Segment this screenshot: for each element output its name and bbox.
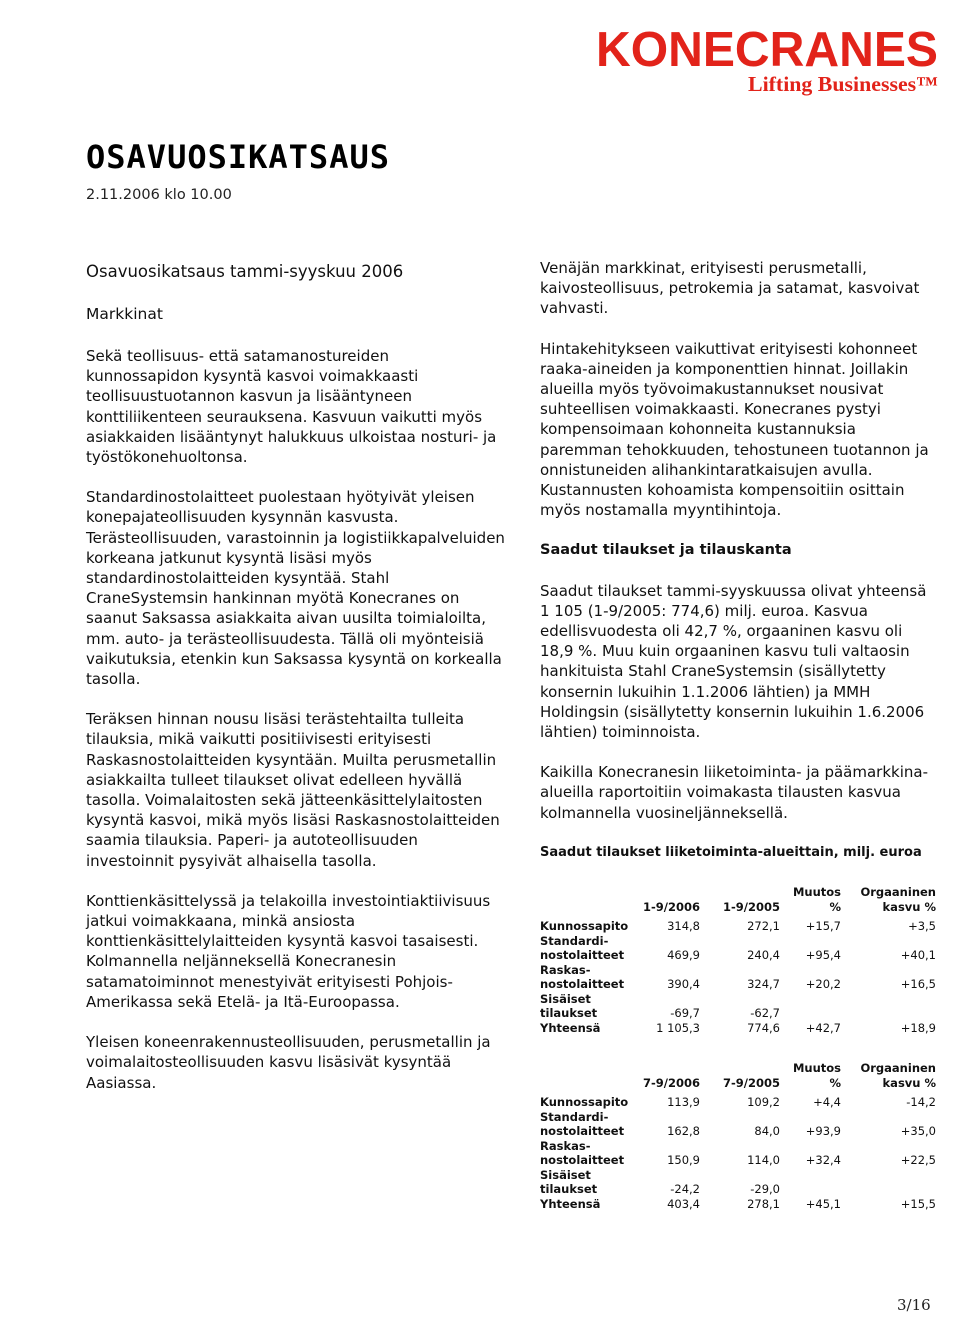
table-row <box>540 934 936 963</box>
page-number: 3/16 <box>897 1296 931 1314</box>
table-row <box>540 919 936 934</box>
table-cell: Standardi- nostolaitteet <box>540 1109 625 1139</box>
table-cell: -24,2 <box>670 1182 700 1197</box>
document-title: OSAVUOSIKATSAUS <box>86 138 390 176</box>
konecranes-logo <box>596 20 946 100</box>
table-cell: Sisäiset tilaukset <box>540 1167 598 1197</box>
table-cell: Yhteensä <box>540 1020 601 1035</box>
table-cell: 162,8 <box>667 1124 700 1139</box>
table-header: 7-9/2005 <box>723 1075 780 1090</box>
table-cell: -14,2 <box>906 1095 936 1110</box>
orders-table-1-9 <box>540 885 936 1035</box>
section-heading-markets: Markkinat <box>86 305 163 323</box>
table-cell: Kunnossapito <box>540 919 629 934</box>
table-cell: +15,7 <box>805 919 841 934</box>
table-row <box>540 963 936 992</box>
table-cell: +3,5 <box>908 919 936 934</box>
table-cell: 1 105,3 <box>656 1020 700 1035</box>
paragraph: Venäjän markkinat, erityisesti perusmetalli, kaivosteollisuus, petrokemia ja satamat, kasvoivat vahvasti. <box>540 259 920 318</box>
table-cell: 278,1 <box>747 1196 780 1211</box>
section-heading-orders: Saadut tilaukset ja tilauskanta <box>540 542 792 559</box>
table-header: Muutos % <box>792 885 841 914</box>
table-header-row <box>540 885 936 919</box>
table-header: Orgaaninen kasvu % <box>860 1061 936 1090</box>
paragraph: Sekä teollisuus- että satamanostureiden kunnossapidon kysyntä kasvoi voimakkaasti teollisuustuotannon kasvun ja lisääntyneen konttiliikenteen seurauksena. Kasvuun vaikutti myös asiakkaiden lisääntynyt halukkuus ulkoistaa nosturi- ja työstökonehuoltonsa. <box>86 347 497 467</box>
table-cell: 469,9 <box>667 948 700 963</box>
table-header: 1-9/2005 <box>723 899 780 914</box>
right-column <box>540 258 940 1237</box>
table-cell <box>841 1168 936 1197</box>
table-cell <box>780 1168 841 1197</box>
report-heading: Osavuosikatsaus tammi-syyskuu 2006 <box>86 262 404 281</box>
table-cell: 150,9 <box>667 1153 700 1168</box>
paragraph: Kaikilla Konecranesin liiketoiminta- ja päämarkkina-alueilla raportoitiin voimakasta tilausten kasvua kolmannella vuosineljänneksellä. <box>540 763 928 822</box>
table-cell: +18,9 <box>900 1020 936 1035</box>
table-header: 7-9/2006 <box>643 1075 700 1090</box>
table-row <box>540 1168 936 1197</box>
table-cell: -62,7 <box>750 1006 780 1021</box>
table-cell: 113,9 <box>667 1095 700 1110</box>
table-header: 1-9/2006 <box>643 899 700 914</box>
table-row <box>540 1139 936 1168</box>
table-cell: Raskas- nostolaitteet <box>540 962 625 992</box>
table-cell: +20,2 <box>805 977 841 992</box>
konecranes-logo-graphic <box>596 20 946 100</box>
paragraph: Teräksen hinnan nousu lisäsi terästehtailta tulleita tilauksia, mikä vaikutti positiivisesti erityisesti Raskasnostolaitteiden kysyntään. Muilta perusmetallin asiakkailta tulleet tilaukset olivat edelleen hyvällä tasolla. Voimalaitosten sekä jätteenkäsittelylaitosten kysyntä kasvoi, mikä myös lisäsi Raskasnostolaitteiden saamia tilauksia. Paperi- ja autoteollisuuden investoinnit pysyivät alhaisella tasolla. <box>86 710 500 870</box>
table-row <box>540 992 936 1021</box>
table-cell: 114,0 <box>747 1153 780 1168</box>
table-header: Orgaaninen kasvu % <box>860 885 936 914</box>
table-cell: 240,4 <box>747 948 780 963</box>
table-cell: +93,9 <box>805 1124 841 1139</box>
table-cell: Yhteensä <box>540 1196 601 1211</box>
table-cell: 324,7 <box>747 977 780 992</box>
paragraph: Yleisen koneenrakennusteollisuuden, perusmetallin ja voimalaitosteollisuuden kasvu lisäsivät kysyntää Aasiassa. <box>86 1033 491 1092</box>
table-cell: 774,6 <box>747 1020 780 1035</box>
paragraph: Konttienkäsittelyssä ja telakoilla investointiaktiivisuus jatkui voimakkaana, minkä ansiosta konttienkäsittelylaitteiden kysyntä kasvoi tasaisesti. Kolmannella neljänneksellä Konecranesin satamatoiminnot menestyivät erityisesti Pohjois-Amerikassa sekä Etelä- ja Itä-Euroopassa. <box>86 891 491 1011</box>
left-column <box>86 258 506 1113</box>
table-cell: Sisäiset tilaukset <box>540 991 598 1021</box>
orders-table-7-9 <box>540 1061 936 1211</box>
table-row <box>540 1110 936 1139</box>
table-cell: 314,8 <box>667 919 700 934</box>
table-row <box>540 1197 936 1212</box>
table-header: Muutos % <box>792 1061 841 1090</box>
table-cell: 109,2 <box>747 1095 780 1110</box>
table-row <box>540 1095 936 1110</box>
table-heading: Saadut tilaukset liiketoiminta-alueittain, milj. euroa <box>540 844 922 860</box>
table-cell: +4,4 <box>813 1095 841 1110</box>
paragraph: Saadut tilaukset tammi-syyskuussa olivat yhteensä 1 105 (1-9/2005: 774,6) milj. euroa. Kasvua edellisvuodesta oli 42,7 %, orgaaninen kasvu oli 18,9 %. Muu kuin orgaaninen kasvu tuli valtaosin hankituista Stahl CraneSystemsin (sisällytetty konsernin lukuihin 1.1.2006 lähtien) ja MMH Holdingsin (sisällytetty konsernin lukuihin 1.6.2006 lähtien) toiminnoista. <box>540 581 927 742</box>
table-cell: 84,0 <box>754 1124 780 1139</box>
table-cell: Raskas- nostolaitteet <box>540 1138 625 1168</box>
svg-text:Lifting Businesses™: Lifting Businesses™ <box>748 72 938 96</box>
document-date: 2.11.2006 klo 10.00 <box>86 187 232 203</box>
table-cell <box>841 992 936 1021</box>
table-cell: 272,1 <box>747 919 780 934</box>
table-cell: +32,4 <box>805 1153 841 1168</box>
table-cell: -29,0 <box>750 1182 780 1197</box>
table-cell: 390,4 <box>667 977 700 992</box>
paragraph: Hintakehitykseen vaikuttivat erityisesti kohonneet raaka-aineiden ja komponenttien hinnat. Joillakin alueilla myös työvoimakustannukset nousivat suhteellisen voimakkaasti. Konecranes pystyi kompensoimaan kohonneita kustannuksia paremman tehokkuuden, tehostuneen tuotannon ja onnistuneiden alihankintaratkaisujen avulla. Kustannusten kohoamista kompensoitiin osittain myös nostamalla myyntihintoja. <box>540 339 929 520</box>
table-row <box>540 1021 936 1036</box>
table-cell: 403,4 <box>667 1196 700 1211</box>
paragraph: Standardinostolaitteet puolestaan hyötyivät yleisen konepajateollisuuden kysynnän kasvusta. Terästeollisuuden, varastoinnin ja logistiikkapalveluiden korkeana jatkunut kysyntä lisäsi myös standardinostolaitteiden kysyntää. Stahl CraneSystemsin hankinnan myötä Konecranes on saanut Saksassa asiakkaita aivan uusilta toimialoilta, mm. auto- ja terästeollisuudesta. Tällä oli myönteisiä vaikutuksia, etenkin kun Saksassa kysyntä on korkealla tasolla. <box>86 488 505 689</box>
table-cell: +16,5 <box>900 977 936 992</box>
table-cell: -69,7 <box>670 1006 700 1021</box>
table-cell: +40,1 <box>900 948 936 963</box>
table-cell: +45,1 <box>805 1196 841 1211</box>
table-header <box>540 1061 642 1095</box>
table-cell: +15,5 <box>900 1196 936 1211</box>
table-cell: Standardi- nostolaitteet <box>540 933 625 963</box>
table-cell: +95,4 <box>805 948 841 963</box>
table-cell <box>780 992 841 1021</box>
table-header-row <box>540 1061 936 1095</box>
table-cell: +22,5 <box>900 1153 936 1168</box>
table-header <box>540 885 642 919</box>
table-cell: +35,0 <box>900 1124 936 1139</box>
table-cell: +42,7 <box>805 1020 841 1035</box>
svg-text:KONECRANES: KONECRANES <box>596 23 938 77</box>
table-cell: Kunnossapito <box>540 1095 629 1110</box>
